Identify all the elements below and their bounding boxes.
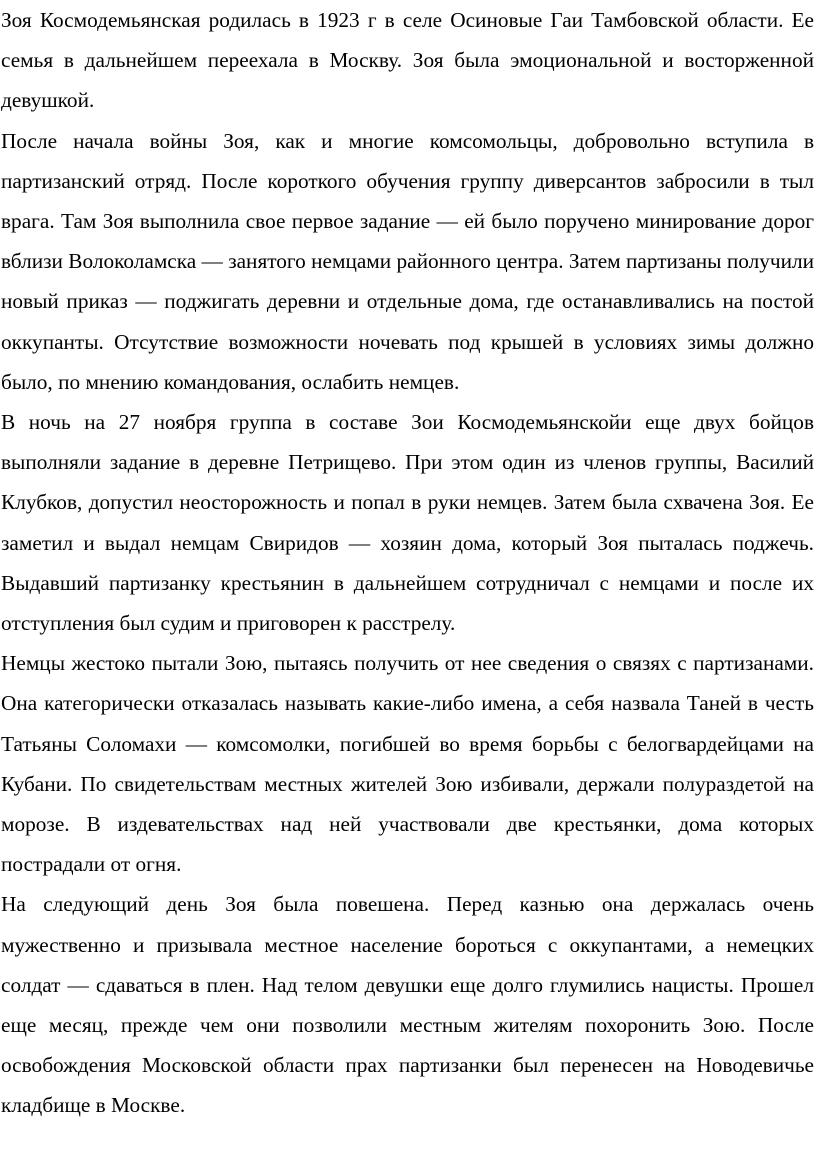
paragraph-partisan-unit: После начала войны Зоя, как и многие комсомольцы, добровольно вступила в партизанский отряд. После короткого обучения группу диверсантов забросили в тыл врага. Там Зоя выполнила свое первое задание — ей было поручено минирование дорог вблизи Волоколамска — занятого немцами районного центра. Затем партизаны получили новый приказ — поджигать деревни и отдельные дома, где останавливались на постой оккупанты. Отсутствие возможности ночевать под крышей в условиях зимы должно было, по мнению командования, ослабить немцев. [1, 128, 814, 394]
paragraph-birth: Зоя Космодемьянская родилась в 1923 г в селе Осиновые Гаи Тамбовской области. Ее семья в дальнейшем переехала в Москву. Зоя была эмоциональной и восторженной девушкой. [1, 8, 814, 113]
paragraph-capture: В ночь на 27 ноября группа в составе Зои Космодемьянскойи еще двух бойцов выполняли задание в деревне Петрищево. При этом один из членов группы, Василий Клубков, допустил неосторожность и попал в руки немцев. Затем была схвачена Зоя. Ее заметил и выдал немцам Свиридов — хозяин дома, который Зоя пыталась поджечь. Выдавший партизанку крестьянин в дальнейшем сотрудничал с немцами и после их отступления был судим и приговорен к расстрелу. [1, 410, 814, 636]
paragraph-execution: На следующий день Зоя была повешена. Перед казнью она держалась очень мужественно и призывала местное население бороться с оккупантами, а немецких солдат — сдаваться в плен. Над телом девушки еще долго глумились нацисты. Прошел еще месяц, прежде чем они позволили местным жителям похоронить Зою. После освобождения Московской области прах партизанки был перенесен на Новодевичье кладбище в Москве. [1, 892, 814, 1118]
document-page [1, 0, 814, 1126]
paragraph-torture: Немцы жестоко пытали Зою, пытаясь получить от нее сведения о связях с партизанами. Она категорически отказалась называть какие-либо имена, а себя назвала Таней в честь Татьяны Соломахи — комсомолки, погибшей во время борьбы с белогвардейцами на Кубани. По свидетельствам местных жителей Зою избивали, держали полураздетой на морозе. В издевательствах над ней участвовали две крестьянки, дома которых пострадали от огня. [1, 651, 814, 877]
